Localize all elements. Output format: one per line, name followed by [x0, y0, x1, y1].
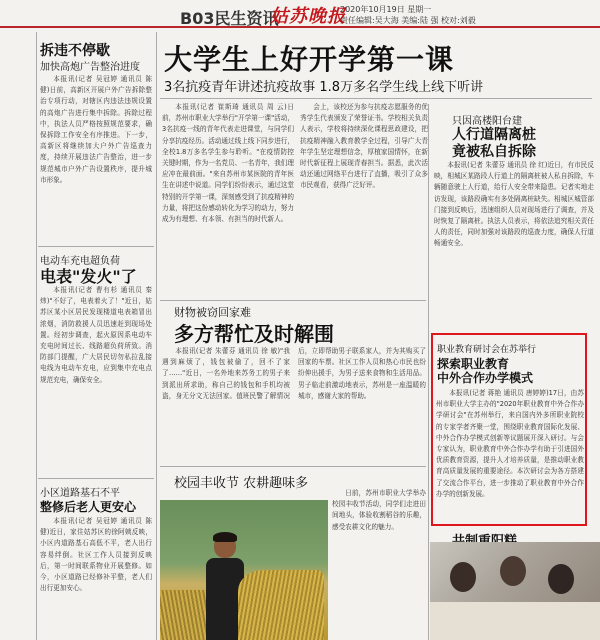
article-title-line2: 中外合作办学模式 — [437, 371, 534, 385]
section-label: B03民生资讯 — [180, 9, 279, 28]
article-body — [40, 285, 152, 475]
article-kicker: 只因高楼阳台建 — [452, 116, 522, 127]
column-rule — [156, 32, 157, 640]
newspaper-logo: 姑苏晚报 — [270, 6, 346, 27]
article-text: 本报讯(记者 吴冠婷 通讯员 陈 健)日前，高新区开展户外广告拆除整治专项行动，对辖区内违法违规设置的高炮广告进行集中拆除。拆除过程中，执法人员严格按照规范要求，确保拆除工作安全有序推进。下一步，高新区将继续加大户外广告巡查力度，持续开展违法广告整治，进一步规范城市户外广告设置秩序，提升城市形象。 — [40, 75, 152, 184]
column-rule — [428, 104, 429, 640]
article-kicker: 职业教育研讨会在苏举行 — [437, 345, 537, 355]
article-subtitle: 加快高炮广告整治进度 — [40, 62, 140, 73]
photo-figure — [450, 562, 476, 592]
article-divider — [160, 300, 426, 301]
photo-figure — [500, 556, 526, 586]
harvest-photo — [160, 500, 328, 640]
photo-person-hair — [213, 532, 237, 542]
article-kicker: 电动车充电超负荷 — [40, 256, 120, 267]
article-title: 拆违不停歇 — [40, 43, 110, 59]
article-text: 本报讯(记者 朱蕾芬 通讯员 徐 敏)"我遇到麻烦了，钱包被偷了，回不了家了……"近日，一名外地来苏务工的男子来到派出所求助，称自己的钱包和手机均被盗，身无分文无法回家。值班民警了解情况后，立即帮助男子联系家人，并为其购买了回家的车票。社区工作人员和热心市民也纷纷伸出援手，为男子送来食物和生活用品。男子临走前激动地表示，苏州是一座温暖的城市，感谢大家的帮助。 — [162, 347, 426, 400]
date-line: 2020年10月19日 星期一 — [340, 5, 432, 14]
photo-rice-bundle — [238, 570, 324, 640]
main-subhead: 3名抗疫青年讲述抗疫故事 1.8万多名学生线上线下听讲 — [164, 80, 484, 95]
article-divider — [38, 478, 154, 479]
article-divider — [38, 246, 154, 247]
photo-story-title: 校园丰收节 农耕趣味多 — [174, 476, 309, 491]
editor-line — [340, 15, 476, 26]
column-rule — [36, 32, 37, 640]
caption-text: 日前，苏州市职业大学举办校园丰收节活动，同学们走进田间地头，体验收割稻谷的乐趣，感受农耕文化的魅力。 — [332, 489, 426, 531]
article-title: 探索职业教育 — [437, 357, 510, 371]
header-meta — [340, 4, 476, 26]
main-article-body — [162, 102, 294, 298]
headline-rule — [160, 98, 592, 99]
article-text: 本报讯(记者 吴冠婷 通讯员 陈 健)近日，家住姑苏区的徐阿姨反映，小区内道路基石高低不平，老人出行容易绊倒。社区工作人员接到反映后，第一时间联系物业开展整修。如今，小区道路已经修补平整，老人们出行更加安心。 — [40, 517, 152, 593]
main-article-body-2 — [300, 102, 428, 298]
article-body — [434, 160, 594, 328]
photo-caption — [332, 488, 426, 640]
article-body — [40, 516, 152, 640]
article-title-line2: 竟被私自拆除 — [452, 144, 536, 160]
article-title: 人行道隔离桩 — [452, 127, 536, 143]
article-title: 多方帮忙及时解围 — [174, 322, 334, 346]
proof-text: 美编:陆 强 校对:刘毅 — [401, 16, 476, 25]
article-body — [40, 74, 152, 242]
article-kicker: 财物被窃回家难 — [174, 306, 251, 319]
photo-figure — [548, 564, 574, 594]
main-headline: 大学生上好开学第一课 — [164, 43, 455, 76]
article-title: 整修后老人更安心 — [40, 500, 137, 514]
article-text: 本报讯(记者 崔斯琦 通讯员 周 云)日前，苏州市职业大学举行"开学第一课"活动，3名抗疫一线的青年代表走进课堂，与同学们分享抗疫经历。活动通过线上线下同步进行，全校1.8万多名学生参与聆听。"在疫情防控关键时期，作为一名党员、一名青年，我们理应冲在最前面。"来自苏州市某医院的青年医生在讲述中说道。同学们纷纷表示，通过这堂特别的开学第一课，深刻感受到了抗疫精神的力量，将把这份感动转化为学习的动力，努力成为有理想、有本领、有担当的时代新人。 — [162, 103, 294, 224]
article-text: 本报讯(记者 朱蕾芬 通讯员 徐 红)近日，有市民反映，相城区某路段人行道上的隔离桩被人私自拆除，车辆随意驶上人行道，给行人安全带来隐患。记者实地走访发现，该路段确实有多处隔离桩缺失。相城区城管部门接到反映后，迅速组织人员对现场进行了调查，并及时恢复了隔离桩。执法人员表示，将依法追究相关责任人的责任，同时加强对该路段的巡查力度，确保人行道畅通安全。 — [434, 161, 594, 248]
article-body — [436, 388, 584, 522]
article-title: 电表"发火"了 — [40, 267, 137, 286]
page-header — [0, 0, 600, 28]
editor-text: 责任编辑:吴大海 — [340, 16, 399, 25]
chongyang-photo — [430, 542, 600, 640]
article-text: 会上，该校还为参与抗疫志愿服务的优秀学生代表颁发了荣誉证书。学校相关负责人表示，学校将持续深化课程思政建设，把抗疫精神融入教育教学全过程，引导广大青年学生坚定理想信念，厚植家国情怀，在新时代新征程上展现青春担当。据悉，此次活动还通过网络平台进行了直播，吸引了众多市民观看，获得广泛好评。 — [300, 103, 428, 190]
article-kicker: 小区道路基石不平 — [40, 488, 120, 499]
article-body — [162, 346, 426, 464]
article-text: 本报讯(记者 蒋艳 通讯员 唐婷婷)17日，由苏州市职业大学主办的"2020年职业教育中外合作办学研讨会"在苏州举行，来自国内外多所职业院校的专家学者齐聚一堂，围绕职业教育国际化发展、中外合作办学模式创新等议题展开深入研讨。与会专家认为，职业教育中外合作办学有助于引进国外优质教育资源，提升人才培养质量，是推动职业教育高质量发展的重要途径。本次研讨会为各方搭建了交流合作平台，进一步推动了职业教育中外合作办学的创新发展。 — [436, 389, 584, 498]
article-divider — [160, 466, 426, 467]
photo-table — [430, 602, 600, 640]
article-text: 本报讯(记者 曹有杉 通讯员 秦 炜)"不好了，电表着火了！"近日，姑苏区某小区居民发现楼道电表箱冒出浓烟，消防救援人员迅速赶到现场处置。经初步调查，起火原因系电动车充电时间过长、线路超负荷所致。消防部门提醒，广大居民切勿私拉乱接电线为电动车充电，应到集中充电点规范充电，确保安全。 — [40, 286, 152, 384]
